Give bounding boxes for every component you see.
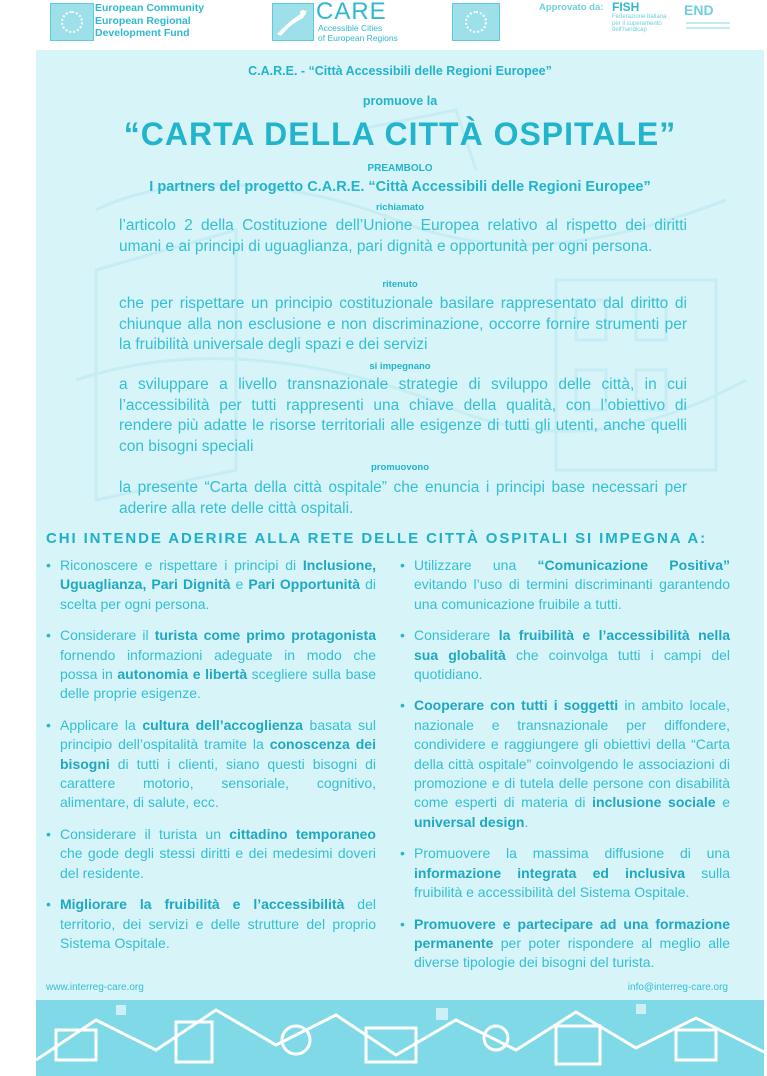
commitment-emphasis: cittadino temporaneo: [229, 825, 376, 842]
section-label-ritenuto: ritenuto: [382, 279, 418, 290]
commitment-text: fornendo informazioni adeguate in modo che possa in: [60, 646, 376, 683]
bullet-icon: •: [46, 896, 51, 913]
commitment-emphasis: conoscenza dei bisogni: [60, 736, 376, 772]
partners-statement: I partners del progetto C.A.R.E. “Città Accessibili delle Regioni Europee”: [149, 179, 651, 195]
commitment-item: [400, 696, 730, 832]
care-sub-line: Accessible Cities: [318, 23, 383, 33]
commitment-text: del territorio, dei servizi e delle strutture del proprio Sistema Ospitale.: [60, 896, 376, 951]
care-logo-title: CARE: [316, 0, 387, 25]
commitment-text: e: [715, 794, 730, 811]
eu-text-line: European Community: [95, 2, 205, 14]
commitment-emphasis: “Comunicazione Positiva”: [537, 557, 730, 573]
fish-logo: FISH: [612, 0, 640, 14]
commitment-text: basata sul principio dell’ospitalità tramite la: [60, 716, 377, 753]
eu-fund-text: [95, 2, 204, 40]
commitment-text: Considerare: [414, 627, 499, 644]
commitment-item: [46, 895, 376, 953]
bullet-icon: •: [400, 697, 405, 714]
commitment-text: Applicare la: [60, 716, 143, 733]
bottom-illustration-icon: [36, 1000, 764, 1076]
bullet-icon: •: [46, 557, 51, 573]
preamble-paragraph-2: che per rispettare un principio costituzionale basilare rappresentato dal diritto di chiunque alla non esclusione e non discriminazione, occorre fornire strumenti per la fruibilità universale degli spazi e dei servizi: [119, 295, 687, 353]
commitment-text: di tutti i clienti, siano questi bisogni di carattere motorio, sensoriale, cognitivo, alimentare, di salute, ecc.: [60, 755, 376, 811]
commitment-text: Considerare il turista un: [60, 825, 230, 842]
section-label-richiamato: richiamato: [375, 202, 425, 213]
approved-by-label: Approvato da:: [539, 2, 604, 13]
care-logo-icon: [272, 3, 314, 41]
commitment-item: [46, 825, 376, 883]
eu-text-line: European Regional: [95, 14, 191, 27]
bullet-icon: •: [400, 557, 405, 573]
commitment-emphasis: universal design: [414, 813, 525, 830]
section-label-promuovono: promuovono: [370, 462, 430, 473]
commitment-emphasis: informazione integrata ed inclusiva: [414, 864, 686, 881]
commitment-item: [400, 626, 730, 684]
commitment-item: [400, 915, 730, 973]
commitment-text: Riconoscere e rispettare i principi di: [60, 557, 303, 573]
bullet-icon: •: [400, 915, 405, 932]
commitments-heading: CHI INTENDE ADERIRE ALLA RETE DELLE CITTÀ OSPITALI SI IMPEGNA A:: [46, 530, 708, 547]
commitment-emphasis: Inclusione, Uguaglianza, Pari Dignità: [60, 557, 376, 593]
commitment-text: evitando l’uso di termini discriminanti garantendo una comunicazione fruibile a tutti.: [414, 576, 730, 612]
bullet-icon: •: [46, 716, 51, 733]
commitment-emphasis: cultura dell’accoglienza: [142, 716, 303, 733]
commitment-emphasis: Cooperare con tutti i soggetti: [414, 697, 619, 714]
fish-sub-line: Federazione Italiana: [612, 14, 667, 20]
eu-text-line: Development Fund: [95, 27, 190, 39]
commitment-emphasis: Pari Opportunità: [248, 576, 361, 593]
fish-sub-line: dell'handicap: [612, 27, 647, 33]
preamble-paragraph-3: a sviluppare a livello transnazionale strategie di sviluppo delle città, in cui l’accessibilità per tutti rappresenti una chiave della qualità, con l’obiettivo di rendere più adatte le risorse territoriali alle esigenze di tutti gli utenti, anche quelli con bisogni speciali: [119, 376, 687, 455]
care-sub-line: of European Regions: [318, 32, 398, 43]
commitment-emphasis: turista come primo protagonista: [154, 627, 377, 644]
bullet-icon: •: [46, 825, 51, 842]
commitment-text: .: [524, 813, 529, 830]
commitment-text: scegliere sulla base delle proprie esigenze.: [60, 666, 376, 702]
commitment-item: [46, 556, 376, 614]
email-link[interactable]: info@interreg-care.org: [627, 982, 728, 993]
commitment-text: Considerare il: [60, 627, 155, 644]
commitment-item: [400, 556, 730, 614]
commitment-emphasis: inclusione sociale: [592, 794, 716, 811]
preamble-paragraph-1: l’articolo 2 della Costituzione dell’Unione Europea relativo al rispetto dei diritti umani e ai principi di uguaglianza, pari dignità e opportunità per ogni persona.: [119, 217, 687, 255]
commitment-text: sulla fruibilità e accessibilità del Sistema Ospitale.: [414, 864, 730, 901]
bullet-icon: •: [400, 627, 405, 644]
eu-flag-icon: [50, 3, 94, 41]
commitment-text: in ambito locale, nazionale e transnazionale per diffondere, condividere e raggiungere gli obiettivi della “Carta della città ospitale” coinvolgendo le associazioni di promozione e di tutela delle persone con disabilità come esperti di materia di: [414, 697, 730, 811]
commitment-emphasis: Migliorare la fruibilità e l’accessibilità: [60, 896, 345, 913]
fish-logo-subtitle: [612, 14, 676, 34]
commitment-item: [400, 844, 730, 902]
commitment-item: [46, 716, 376, 813]
website-link[interactable]: www.interreg-care.org: [46, 982, 144, 993]
section-label-si-impegnano: si impegnano: [369, 361, 431, 372]
commitment-emphasis: autonomia e libertà: [117, 666, 248, 683]
commitment-text: che coinvolga tutti i campi del quotidiano.: [414, 646, 730, 683]
commitment-text: di scelta per ogni persona.: [60, 576, 376, 612]
charter-title: “CARTA DELLA CITTÀ OSPITALE”: [123, 116, 677, 152]
project-heading: C.A.R.E. - “Città Accessibili delle Regioni Europee”: [248, 64, 552, 78]
bullet-icon: •: [46, 627, 51, 644]
commitments-left-column: [46, 556, 376, 965]
commitment-text: per poter rispondere al meglio alle diverse tipologie dei bisogni del turista.: [414, 934, 730, 971]
commitments-right-column: [400, 556, 730, 985]
bullet-icon: •: [400, 845, 405, 862]
commitment-text: Utilizzare una: [414, 557, 538, 573]
preamble-label: PREAMBOLO: [367, 163, 433, 174]
end-logo-subtitle-icon: [686, 20, 734, 35]
end-logo: END: [684, 2, 714, 18]
promotes-label: promuove la: [362, 94, 438, 108]
fish-sub-line: per il superamento: [612, 20, 662, 27]
commitment-emphasis: la fruibilità e l’accessibilità nella sua globalità: [414, 627, 730, 663]
commitment-text: Promuovere la massima diffusione di una: [414, 845, 730, 862]
commitment-text: che gode degli stessi diritti e dei medesimi doveri del residente.: [60, 845, 376, 881]
interreg-flag-icon: [452, 3, 500, 41]
care-logo-subtitle: [318, 24, 398, 43]
charter-panel: [36, 50, 764, 1076]
commitment-emphasis: Promuovere e partecipare ad una formazione permanente: [414, 915, 730, 951]
commitment-item: [46, 626, 376, 704]
header-logos: [0, 0, 767, 46]
commitment-text: e: [230, 576, 249, 593]
preamble-paragraph-4: la presente “Carta della città ospitale” che enuncia i principi base necessari per aderire alla rete delle città ospitali.: [119, 479, 687, 517]
